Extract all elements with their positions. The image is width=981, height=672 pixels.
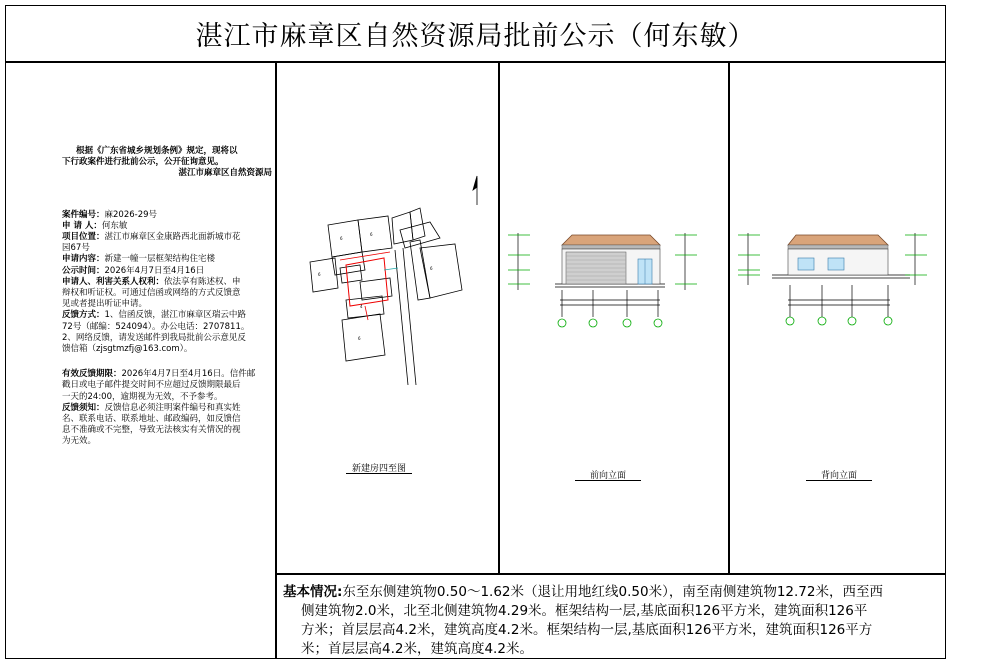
content: 新建一幢一层框架结构住宅楼	[104, 254, 216, 265]
valid-line-2: 戳日或电子邮件提交时间不应超过反馈期限最后	[62, 380, 241, 391]
case-no-label: 案件编号：	[62, 209, 105, 220]
rights-line-3: 见或者提出听证申请。	[62, 299, 148, 310]
feedback-label: 反馈方式：	[62, 310, 105, 321]
rights-label: 申请人、利害关系人权利：	[62, 276, 165, 287]
location-line-2: 园67号	[62, 243, 90, 254]
title-divider	[5, 61, 946, 63]
feedback-line-1: 1、信函反馈，湛江市麻章区瑞云中路	[104, 310, 246, 321]
must-line-2: 名、联系电话、联系地址、邮政编码，如反馈信	[62, 414, 241, 425]
period-label: 公示时间：	[62, 265, 105, 276]
applicant: 何东敏	[101, 220, 128, 231]
must-line-3: 息不准确或不完整，导致无法核实有关情况的视	[62, 425, 241, 436]
period: 2026年4月7日至4月16日	[104, 265, 205, 276]
drawings-divider	[275, 573, 946, 575]
location-line-1: 湛江市麻章区金康路西北面新城市花	[104, 232, 241, 243]
site-plan-drawing	[280, 170, 490, 390]
rights-line-1: 依法享有陈述权、申	[164, 276, 241, 287]
basic-line-4: 米；首层层高4.2米，建筑高度4.2米。	[301, 641, 533, 657]
valid-line-3: 一天的24:00，逾期视为无效，不予参考。	[62, 391, 223, 402]
must-line-1: 反馈信息必须注明案件编号和真实姓	[104, 402, 241, 413]
svg-text:6: 6	[430, 266, 433, 271]
back-caption: 背向立面	[820, 471, 857, 481]
intro-line-1: 根据《广东省城乡规划条例》规定，现将以	[76, 146, 238, 156]
must-label: 反馈须知：	[62, 402, 105, 413]
basic-line-1: 东至东侧建筑物0.50～1.62米（退让用地红线0.50米），南至南侧建筑物12.72米，西至西	[342, 584, 883, 600]
basic-line-2: 侧建筑物2.0米，北至北侧建筑物4.29米。框架结构一层,基底面积126平方米，建筑面积126平	[301, 603, 868, 619]
svg-text:6: 6	[340, 236, 343, 241]
content-label: 申请内容：	[62, 254, 105, 265]
feedback-line-3: 2、网络反馈，请发送邮件到我局批前公示意见反	[62, 332, 246, 343]
front-caption: 前向立面	[589, 471, 626, 481]
svg-text:6: 6	[358, 336, 361, 341]
site-caption: 新建房四至图	[351, 464, 406, 474]
basic-label: 基本情况:	[283, 584, 343, 600]
basic-line-3: 方米；首层层高4.2米，建筑高度4.2米。框架结构一层,基底面积126平方米，建筑面积126平方	[301, 622, 873, 638]
intro-line-2: 下行政案件进行批前公示，公开征询意见。	[62, 157, 224, 168]
must-line-4: 为无效。	[62, 436, 97, 447]
page-title: 湛江市麻章区自然资源局批前公示（何东敏）	[195, 21, 756, 52]
front-elevation-drawing	[500, 225, 700, 335]
rights-line-2: 辩权和听证权。可通过信函或网络的方式反馈意	[62, 288, 241, 299]
issuer: 湛江市麻章区自然资源局	[178, 168, 272, 179]
svg-text:6: 6	[370, 232, 373, 237]
basic-info	[283, 583, 941, 659]
valid-line-1: 2026年4月7日至4月16日。信件邮	[121, 369, 256, 380]
feedback-line-4: 馈信箱（zjsgtmzfj@163.com）。	[62, 344, 193, 355]
case-no: 麻2026-29号	[104, 209, 158, 220]
svg-text:6: 6	[318, 272, 321, 277]
notice-text	[62, 146, 272, 448]
svg-text:4: 4	[360, 304, 363, 309]
back-elevation-drawing	[730, 225, 930, 335]
notice-column-divider	[275, 61, 277, 659]
feedback-line-2: 72号（邮编：524094）。办公电话：2707811。	[62, 321, 250, 332]
applicant-label: 申 请 人：	[62, 220, 102, 231]
valid-label: 有效反馈期限：	[62, 369, 122, 380]
location-label: 项目位置：	[62, 232, 105, 243]
